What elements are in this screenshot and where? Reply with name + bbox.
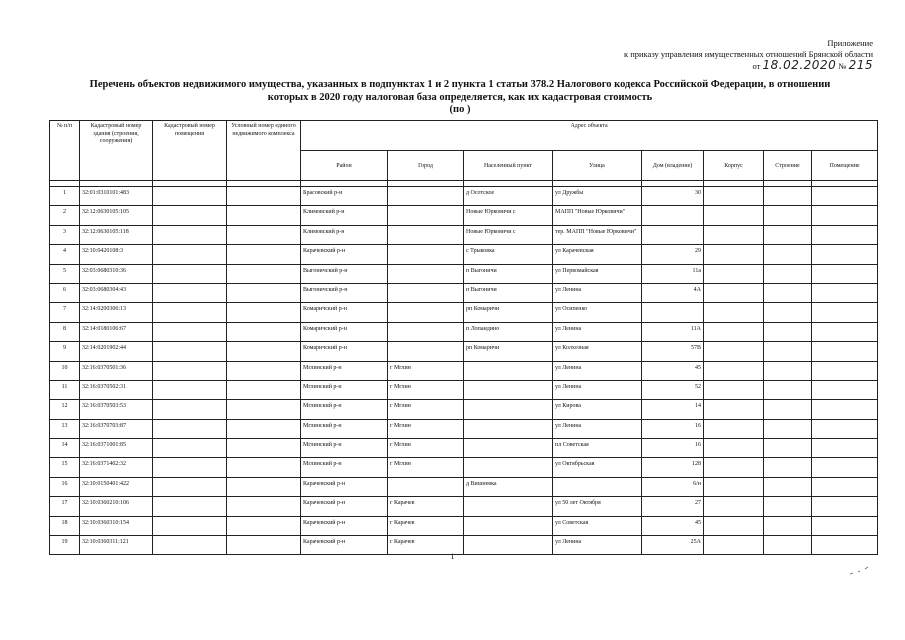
street-cell: ул 50 лет Октября [553, 497, 642, 516]
table-row [50, 187, 878, 206]
cadastral-room-cell [153, 303, 227, 322]
table-row [50, 419, 878, 438]
conditional-number-cell [227, 206, 301, 225]
cadastral-room-cell [153, 187, 227, 206]
building-cell [764, 497, 812, 516]
district-cell: Выгоничский р-н [301, 264, 388, 283]
cadastral-room-cell [153, 477, 227, 496]
cadastral-building-cell: 32:16:0370503:53 [80, 400, 153, 419]
house-cell: 25А [642, 536, 704, 555]
korpus-cell [704, 303, 764, 322]
city-cell [388, 322, 464, 341]
korpus-cell [704, 322, 764, 341]
scan-speck-mark [848, 566, 870, 576]
city-cell [388, 477, 464, 496]
header-street: Улица [553, 151, 642, 181]
house-cell: 57В [642, 342, 704, 361]
table-row [50, 400, 878, 419]
header-city: Город [388, 151, 464, 181]
district-cell: Карачевский р-н [301, 516, 388, 535]
building-cell [764, 458, 812, 477]
room-cell [812, 283, 878, 302]
cadastral-room-cell [153, 283, 227, 302]
cadastral-room-cell [153, 400, 227, 419]
korpus-cell [704, 225, 764, 244]
row-number-cell: 5 [50, 264, 80, 283]
building-cell [764, 361, 812, 380]
house-cell: 45 [642, 361, 704, 380]
locality-cell: рп Комаричи [464, 342, 553, 361]
cadastral-building-cell: 32:16:0370502:31 [80, 380, 153, 399]
district-cell: Мглинский р-н [301, 439, 388, 458]
locality-cell: с Трыковка [464, 245, 553, 264]
cadastral-building-cell: 32:10:0360210:106 [80, 497, 153, 516]
conditional-number-cell [227, 400, 301, 419]
cadastral-room-cell [153, 206, 227, 225]
conditional-number-cell [227, 380, 301, 399]
conditional-number-cell [227, 322, 301, 341]
table-row [50, 497, 878, 516]
conditional-number-cell [227, 303, 301, 322]
street-cell: ул Осипенко [553, 303, 642, 322]
locality-cell [464, 516, 553, 535]
city-cell: г Мглин [388, 400, 464, 419]
cadastral-building-cell: 32:12:0630105:118 [80, 225, 153, 244]
korpus-cell [704, 400, 764, 419]
header-house: Дом (владение) [642, 151, 704, 181]
city-cell [388, 206, 464, 225]
cadastral-room-cell [153, 245, 227, 264]
table-row [50, 380, 878, 399]
korpus-cell [704, 497, 764, 516]
locality-cell: Новые Юрковичи с [464, 206, 553, 225]
room-cell [812, 245, 878, 264]
building-cell [764, 187, 812, 206]
row-number-cell: 2 [50, 206, 80, 225]
cadastral-room-cell [153, 342, 227, 361]
city-cell: г Мглин [388, 361, 464, 380]
city-cell [388, 342, 464, 361]
street-cell: ул Первомайская [553, 264, 642, 283]
header-cond-num: Условный номер единого недвижимого комплекса [227, 121, 301, 181]
row-number-cell: 7 [50, 303, 80, 322]
conditional-number-cell [227, 264, 301, 283]
conditional-number-cell [227, 477, 301, 496]
number-sign: № [838, 61, 847, 71]
locality-cell: Новые Юрковичи с [464, 225, 553, 244]
locality-cell [464, 380, 553, 399]
table-row [50, 361, 878, 380]
korpus-cell [704, 187, 764, 206]
table-row [50, 516, 878, 535]
conditional-number-cell [227, 516, 301, 535]
header-num: № п/п [50, 121, 80, 181]
header-building: Строение [764, 151, 812, 181]
korpus-cell [704, 245, 764, 264]
district-cell: Мглинский р-н [301, 380, 388, 399]
city-cell: г Мглин [388, 380, 464, 399]
table-row [50, 245, 878, 264]
header-district: Район [301, 151, 388, 181]
row-number-cell: 19 [50, 536, 80, 555]
street-cell: ул Дружбы [553, 187, 642, 206]
city-cell: г Мглин [388, 419, 464, 438]
locality-cell [464, 439, 553, 458]
street-cell: МАПП "Новые Юрковичи" [553, 206, 642, 225]
room-cell [812, 497, 878, 516]
district-cell: Карачевский р-н [301, 497, 388, 516]
room-cell [812, 380, 878, 399]
room-cell [812, 361, 878, 380]
room-cell [812, 516, 878, 535]
cadastral-building-cell: 32:10:0150401:422 [80, 477, 153, 496]
row-number-cell: 16 [50, 477, 80, 496]
korpus-cell [704, 477, 764, 496]
district-cell: Карачевский р-н [301, 245, 388, 264]
district-cell: Брасовский р-н [301, 187, 388, 206]
house-cell: 16 [642, 419, 704, 438]
korpus-cell [704, 439, 764, 458]
locality-cell: рп Комаричи [464, 303, 553, 322]
room-cell [812, 187, 878, 206]
street-cell: ул Кирова [553, 400, 642, 419]
building-cell [764, 380, 812, 399]
cadastral-building-cell: 32:10:0360311:121 [80, 536, 153, 555]
building-cell [764, 264, 812, 283]
room-cell [812, 400, 878, 419]
street-cell: тер. МАПП "Новые Юрковичи" [553, 225, 642, 244]
cadastral-building-cell: 32:14:0201902:44 [80, 342, 153, 361]
table-row [50, 458, 878, 477]
city-cell: г Мглин [388, 458, 464, 477]
room-cell [812, 477, 878, 496]
header-korpus: Корпус [704, 151, 764, 181]
row-number-cell: 4 [50, 245, 80, 264]
house-cell: 11А [642, 322, 704, 341]
room-cell [812, 225, 878, 244]
locality-cell: д Вишневка [464, 477, 553, 496]
cadastral-building-cell: 32:01:0310101:483 [80, 187, 153, 206]
cadastral-building-cell: 32:14:0180106:67 [80, 322, 153, 341]
row-number-cell: 6 [50, 283, 80, 302]
row-number-cell: 10 [50, 361, 80, 380]
building-cell [764, 303, 812, 322]
building-cell [764, 245, 812, 264]
cadastral-room-cell [153, 264, 227, 283]
row-number-cell: 12 [50, 400, 80, 419]
house-cell: 27 [642, 497, 704, 516]
house-cell: 128 [642, 458, 704, 477]
street-cell: ул Ленина [553, 536, 642, 555]
room-cell [812, 322, 878, 341]
city-cell [388, 245, 464, 264]
locality-cell [464, 361, 553, 380]
handwritten-number: 215 [848, 58, 873, 72]
city-cell: г Карачев [388, 536, 464, 555]
locality-cell [464, 497, 553, 516]
table-row [50, 477, 878, 496]
row-number-cell: 17 [50, 497, 80, 516]
district-cell: Комаричский р-н [301, 322, 388, 341]
header-room: Помещение [812, 151, 878, 181]
house-cell: 29 [642, 245, 704, 264]
city-cell [388, 225, 464, 244]
house-cell: 30 [642, 187, 704, 206]
room-cell [812, 206, 878, 225]
city-cell [388, 303, 464, 322]
table-row [50, 283, 878, 302]
cadastral-room-cell [153, 361, 227, 380]
house-cell [642, 206, 704, 225]
house-cell [642, 225, 704, 244]
house-cell: 6/н [642, 477, 704, 496]
cadastral-room-cell [153, 497, 227, 516]
conditional-number-cell [227, 245, 301, 264]
table-row [50, 439, 878, 458]
district-cell: Комаричский р-н [301, 342, 388, 361]
street-cell: ул Колхозная [553, 342, 642, 361]
locality-cell: п Выгоничи [464, 283, 553, 302]
locality-cell: п Выгоничи [464, 264, 553, 283]
house-cell [642, 303, 704, 322]
appendix-label: Приложение [827, 38, 873, 48]
korpus-cell [704, 458, 764, 477]
property-table [49, 120, 878, 555]
city-cell [388, 283, 464, 302]
conditional-number-cell [227, 458, 301, 477]
row-number-cell: 15 [50, 458, 80, 477]
cadastral-room-cell [153, 458, 227, 477]
building-cell [764, 419, 812, 438]
house-cell: 14 [642, 400, 704, 419]
document-header [533, 38, 873, 72]
row-number-cell: 18 [50, 516, 80, 535]
building-cell [764, 225, 812, 244]
handwritten-date: 18.02.2020 [762, 58, 837, 72]
city-cell: г Карачев [388, 497, 464, 516]
table-row [50, 322, 878, 341]
room-cell [812, 419, 878, 438]
house-cell: 16 [642, 439, 704, 458]
house-cell: 45 [642, 516, 704, 535]
title-line-2: которых в 2020 году налоговая база определяется, как их кадастровая стоимость [267, 91, 653, 103]
street-cell: ул Ленина [553, 361, 642, 380]
room-cell [812, 342, 878, 361]
header-cad-room: Кадастровый номер помещения [153, 121, 227, 181]
cadastral-room-cell [153, 322, 227, 341]
district-cell: Мглинский р-н [301, 419, 388, 438]
house-cell: 11а [642, 264, 704, 283]
title-line-1: Перечень объектов недвижимого имущества, указанных в подпунктах 1 и 2 пункта 1 статьи 378.2 Налогового кодекса Российской Федерации, в отношении [89, 79, 831, 90]
korpus-cell [704, 283, 764, 302]
cadastral-building-cell: 32:16:0371402:32 [80, 458, 153, 477]
conditional-number-cell [227, 439, 301, 458]
header-address: Адрес объекта [301, 121, 878, 151]
cadastral-room-cell [153, 225, 227, 244]
row-number-cell: 8 [50, 322, 80, 341]
building-cell [764, 206, 812, 225]
conditional-number-cell [227, 283, 301, 302]
city-cell: г Карачев [388, 516, 464, 535]
building-cell [764, 439, 812, 458]
row-number-cell: 11 [50, 380, 80, 399]
cadastral-room-cell [153, 380, 227, 399]
cadastral-building-cell: 32:12:0630105:105 [80, 206, 153, 225]
cadastral-building-cell: 32:16:0370501:36 [80, 361, 153, 380]
document-title [40, 79, 880, 117]
district-cell: Комаричский р-н [301, 303, 388, 322]
room-cell [812, 458, 878, 477]
district-cell: Выгоничский р-н [301, 283, 388, 302]
building-cell [764, 516, 812, 535]
header-locality: Населенный пункт [464, 151, 553, 181]
row-number-cell: 13 [50, 419, 80, 438]
building-cell [764, 477, 812, 496]
district-cell: Мглинский р-н [301, 361, 388, 380]
table-row [50, 303, 878, 322]
city-cell: г Мглин [388, 439, 464, 458]
title-line-3: (по ) [449, 104, 471, 115]
order-reference: к приказу управления имущественных отношений Брянской области [623, 49, 873, 59]
order-date-line [533, 60, 873, 72]
building-cell [764, 342, 812, 361]
district-cell: Климовский р-н [301, 206, 388, 225]
conditional-number-cell [227, 187, 301, 206]
cadastral-room-cell [153, 419, 227, 438]
cadastral-building-cell: 32:16:0371001:85 [80, 439, 153, 458]
conditional-number-cell [227, 361, 301, 380]
cadastral-building-cell: 32:10:0360310:154 [80, 516, 153, 535]
row-number-cell: 9 [50, 342, 80, 361]
cadastral-building-cell: 32:03:0680310:36 [80, 264, 153, 283]
street-cell [553, 477, 642, 496]
city-cell [388, 187, 464, 206]
house-cell: 52 [642, 380, 704, 399]
table-row [50, 342, 878, 361]
locality-cell [464, 458, 553, 477]
cadastral-room-cell [153, 439, 227, 458]
locality-cell: д Осотское [464, 187, 553, 206]
district-cell: Мглинский р-н [301, 400, 388, 419]
from-prefix: от [752, 61, 761, 71]
room-cell [812, 303, 878, 322]
row-number-cell: 3 [50, 225, 80, 244]
cadastral-room-cell [153, 516, 227, 535]
korpus-cell [704, 516, 764, 535]
korpus-cell [704, 342, 764, 361]
table-row [50, 206, 878, 225]
street-cell: ул Ленина [553, 380, 642, 399]
locality-cell: п Лопандино [464, 322, 553, 341]
district-cell: Мглинский р-н [301, 458, 388, 477]
building-cell [764, 400, 812, 419]
house-cell: 4А [642, 283, 704, 302]
city-cell [388, 264, 464, 283]
street-cell: ул Октябрьская [553, 458, 642, 477]
row-number-cell: 14 [50, 439, 80, 458]
district-cell: Климовский р-н [301, 225, 388, 244]
street-cell: ул Ленина [553, 419, 642, 438]
district-cell: Карачевский р-н [301, 536, 388, 555]
room-cell [812, 439, 878, 458]
korpus-cell [704, 206, 764, 225]
locality-cell [464, 419, 553, 438]
street-cell: ул Карачевская [553, 245, 642, 264]
street-cell: пл Советская [553, 439, 642, 458]
cadastral-building-cell: 32:10:0420108:3 [80, 245, 153, 264]
cadastral-building-cell: 32:03:0680304:43 [80, 283, 153, 302]
conditional-number-cell [227, 225, 301, 244]
korpus-cell [704, 264, 764, 283]
conditional-number-cell [227, 419, 301, 438]
header-cad-building: Кадастровый номер здания (строения, сооружения) [80, 121, 153, 181]
street-cell: ул Ленина [553, 322, 642, 341]
row-number-cell: 1 [50, 187, 80, 206]
korpus-cell [704, 380, 764, 399]
building-cell [764, 283, 812, 302]
locality-cell [464, 400, 553, 419]
korpus-cell [704, 419, 764, 438]
table-row [50, 264, 878, 283]
district-cell: Карачевский р-н [301, 477, 388, 496]
table-row [50, 225, 878, 244]
street-cell: ул Ленина [553, 283, 642, 302]
korpus-cell [704, 361, 764, 380]
cadastral-building-cell: 32:16:0370703:87 [80, 419, 153, 438]
street-cell: ул Советская [553, 516, 642, 535]
conditional-number-cell [227, 497, 301, 516]
building-cell [764, 322, 812, 341]
page-number: 1 [450, 552, 455, 561]
conditional-number-cell [227, 342, 301, 361]
cadastral-building-cell: 32:14:0200306:13 [80, 303, 153, 322]
room-cell [812, 264, 878, 283]
